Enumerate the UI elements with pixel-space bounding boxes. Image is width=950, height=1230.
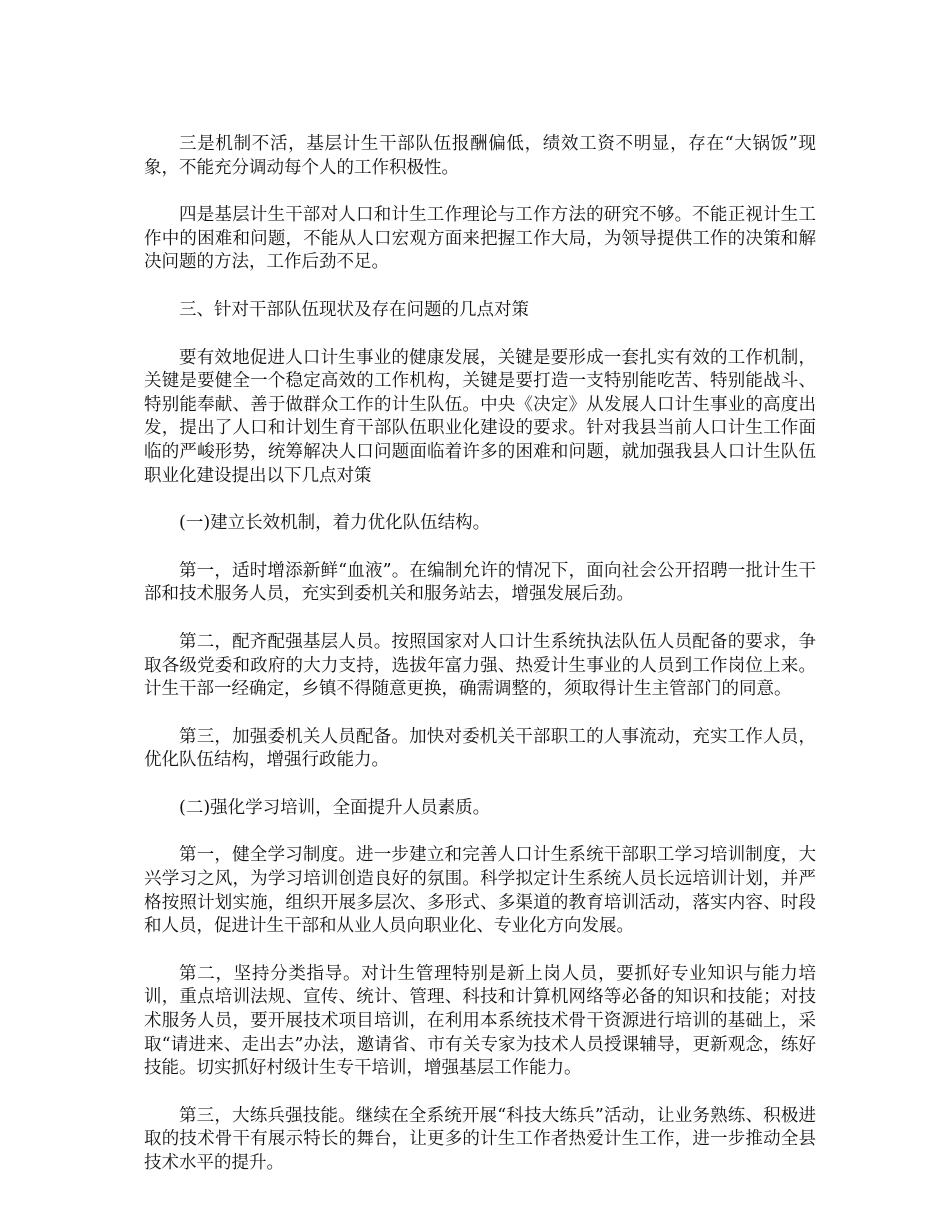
- subheading-long-term-mechanism: (一)建立长效机制，着力优化队伍结构。: [179, 513, 491, 534]
- subheading-training: (二)强化学习培训，全面提升人员素质。: [179, 797, 491, 818]
- paragraph-agency-staff: 第三，加强委机关人员配备。加快对委机关干部职工的人事流动，充实工作人员，优化队伍结构，增强行政能力。: [144, 726, 816, 771]
- paragraph-study-system: 第一，健全学习制度。进一步建立和完善人口计生系统干部职工学习培训制度，大兴学习之风，为学习培训创造良好的氛围。科学拟定计生系统人员长远培训计划，并严格按照计划实施，组织开展多层次、多形式、多渠道的教育培训活动，落实内容、时段和人员，促进计生干部和从业人员向职业化、专业化方向发展。: [144, 845, 816, 937]
- document-body: [144, 133, 816, 1176]
- paragraph-mechanism: 三是机制不活，基层计生干部队伍报酬偏低，绩效工资不明显，存在“大锅饭”现象，不能充分调动每个人的工作积极性。: [144, 134, 816, 178]
- paragraph-skill-drill: 第三，大练兵强技能。继续在全系统开展“科技大练兵”活动，让业务熟练、积极进取的技术骨干有展示特长的舞台，让更多的计生工作者热爱计生工作，进一步推动全县技术水平的提升。: [144, 1105, 816, 1173]
- paragraph-classified-guidance: 第二，坚持分类指导。对计生管理特别是新上岗人员，要抓好专业知识与能力培训，重点培训法规、宣传、统计、管理、科技和计算机网络等必备的知识和技能；对技术服务人员，要开展技术项目培训，在利用本系统技术骨干资源进行培训的基础上，采取“请进来、走出去”办法，邀请省、市有关专家为技术人员授课辅导，更新观念，练好技能。切实抓好村级计生专干培训，增强基层工作能力。: [144, 963, 816, 1079]
- paragraph-new-blood: 第一，适时增添新鲜“血液”。在编制允许的情况下，面向社会公开招聘一批计生干部和技术服务人员，充实到委机关和服务站去，增强发展后劲。: [144, 560, 816, 605]
- paragraph-theory-research: 四是基层计生干部对人口和计生工作理论与工作方法的研究不够。不能正视计生工作中的困难和问题，不能从人口宏观方面来把握工作大局，为领导提供工作的决策和解决问题的方法，工作后劲不足。: [144, 205, 816, 273]
- section-heading-countermeasures: 三、针对干部队伍现状及存在问题的几点对策: [179, 299, 529, 320]
- paragraph-intro-countermeasures: 要有效地促进人口计生事业的健康发展，关键是要形成一套扎实有效的工作机制，关键是要健全一个稳定高效的工作机构，关键是要打造一支特别能吃苦、特别能战斗、特别能奉献、善于做群众工作的计生队伍。中央《决定》从发展人口计生事业的高度出发，提出了人口和计划生育干部队伍职业化建设的要求。针对我县当前人口计生工作面临的严峻形势，统筹解决人口问题面临着许多的困难和问题，就加强我县人口计生队伍职业化建设提出以下几点对策: [144, 347, 816, 486]
- paragraph-grassroots-staff: 第二，配齐配强基层人员。按照国家对人口计生系统执法队伍人员配备的要求，争取各级党委和政府的大力支持，选拔年富力强、热爱计生事业的人员到工作岗位上来。计生干部一经确定，乡镇不得随意更换，确需调整的，须取得计生主管部门的同意。: [144, 631, 816, 700]
